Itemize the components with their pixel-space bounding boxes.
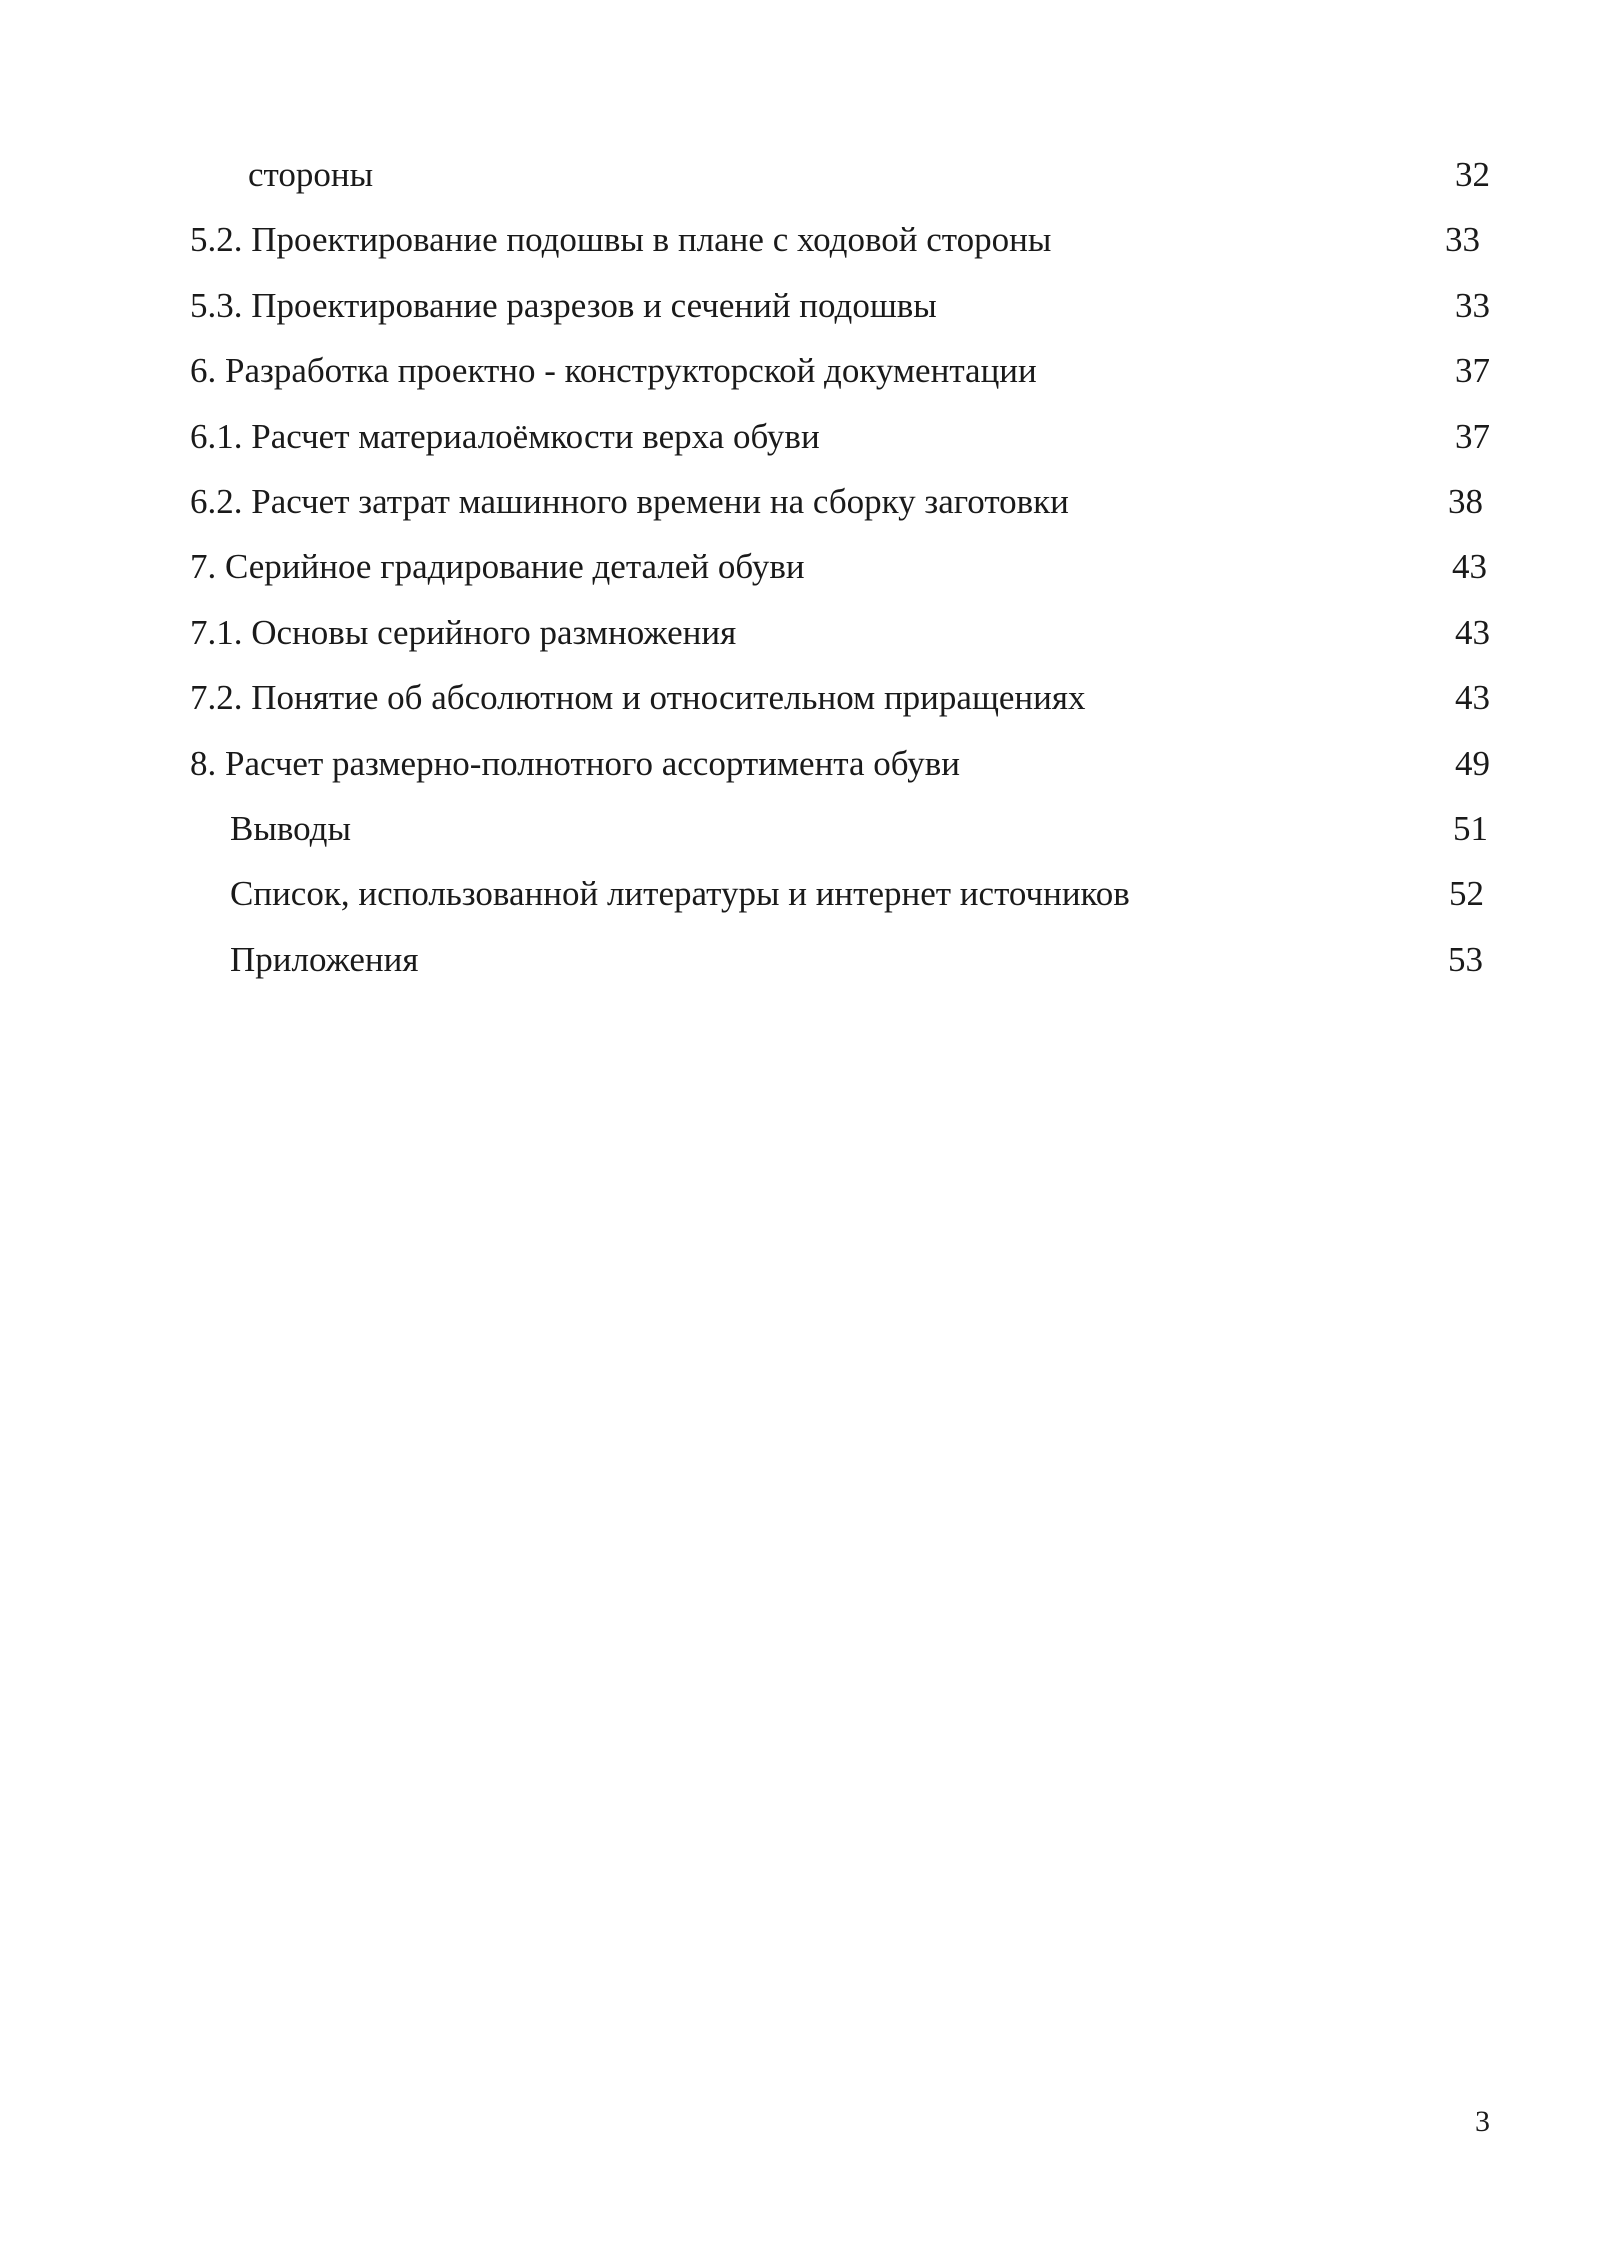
toc-entry-page: 32 (1455, 155, 1490, 194)
toc-entry-title: Приложения (230, 939, 419, 979)
table-of-contents (0, 142, 1600, 992)
toc-entry (0, 796, 1600, 861)
toc-entry-page: 37 (1455, 351, 1490, 391)
toc-entry (0, 534, 1600, 599)
toc-entry (0, 207, 1600, 272)
toc-entry-title: 5.3. Проектирование разрезов и сечений подошвы (190, 285, 937, 325)
toc-entry (0, 469, 1600, 534)
toc-entry (0, 600, 1600, 665)
toc-entry (0, 665, 1600, 730)
toc-entry (0, 731, 1600, 796)
toc-entry-page: 53 (1448, 939, 1483, 979)
page-number: 3 (1475, 2105, 1490, 2138)
toc-entry-title: Список, использованной литературы и интернет источников (230, 874, 1130, 914)
toc-entry (0, 404, 1600, 469)
toc-entry-page: 52 (1449, 874, 1484, 914)
toc-entry-title: 7.1. Основы серийного размножения (190, 612, 737, 652)
toc-entry-title: 5.2. Проектирование подошвы в плане с ходовой стороны (190, 220, 1052, 260)
toc-entry-page: 38 (1448, 481, 1483, 521)
toc-entry-page: 43 (1455, 612, 1490, 652)
toc-entry-page: 43 (1452, 547, 1487, 587)
toc-entry-title: 7.2. Понятие об абсолютном и относительном приращениях (190, 678, 1086, 718)
toc-entry-title: 6.2. Расчет затрат машинного времени на сборку заготовки (190, 481, 1069, 521)
toc-entry-title: стороны (248, 155, 374, 194)
toc-entry-page: 33 (1445, 220, 1480, 260)
toc-entry-title: Выводы (230, 808, 351, 848)
toc-entry-page: 37 (1455, 416, 1490, 456)
toc-entry (0, 142, 1600, 207)
toc-entry (0, 273, 1600, 338)
toc-entry-title: 6. Разработка проектно - конструкторской документации (190, 351, 1037, 391)
toc-entry-page: 43 (1455, 678, 1490, 718)
toc-entry-page: 33 (1455, 285, 1490, 325)
toc-entry-title: 7. Серийное градирование деталей обуви (190, 547, 805, 587)
toc-entry-page: 49 (1455, 743, 1490, 783)
toc-entry-title: 8. Расчет размерно-полнотного ассортимента обуви (190, 743, 961, 783)
toc-entry (0, 861, 1600, 926)
toc-entry-title: 6.1. Расчет материалоёмкости верха обуви (190, 416, 820, 456)
toc-entry (0, 338, 1600, 403)
toc-entry (0, 927, 1600, 992)
toc-entry-page: 51 (1453, 808, 1488, 848)
